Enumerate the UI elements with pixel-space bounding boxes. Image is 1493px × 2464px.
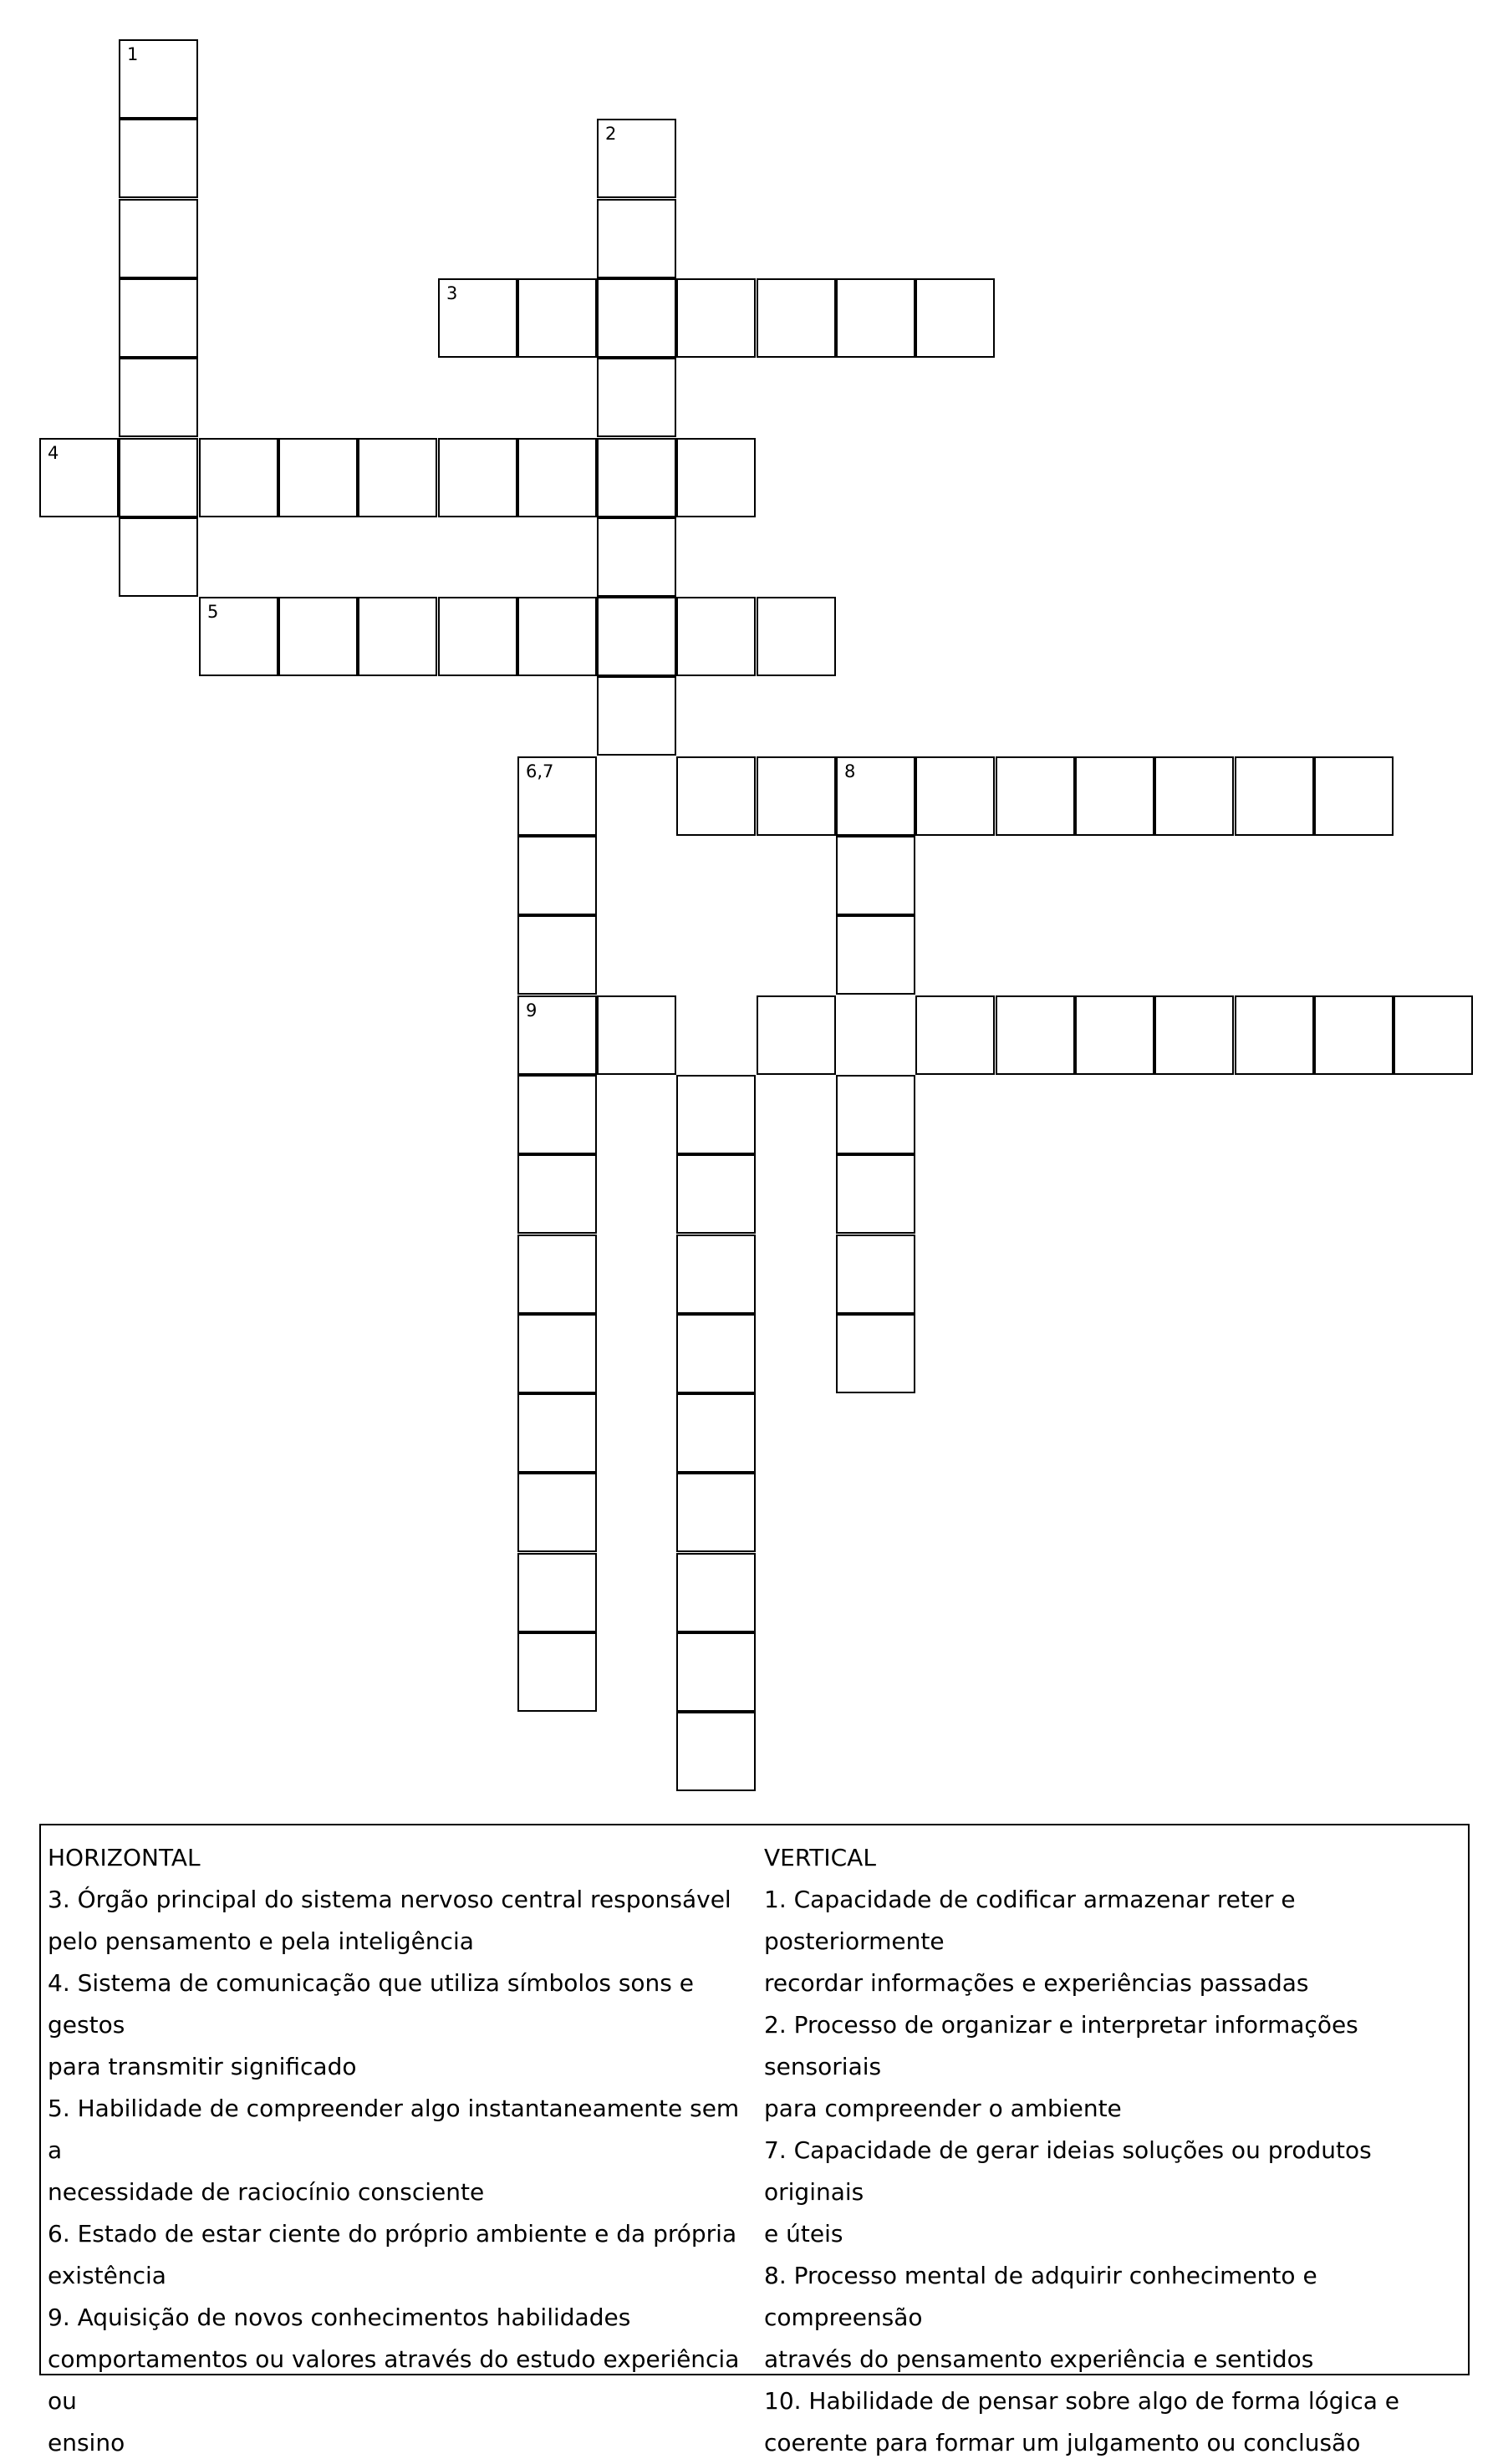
crossword-cell[interactable]: [915, 995, 995, 1075]
crossword-cell[interactable]: [517, 1553, 597, 1632]
horizontal-clue-line: existência: [48, 2262, 166, 2289]
crossword-cell[interactable]: [597, 597, 676, 676]
crossword-cell[interactable]: [1235, 756, 1314, 836]
crossword-cell[interactable]: [676, 597, 756, 676]
crossword-cell[interactable]: [119, 517, 198, 597]
crossword-cell[interactable]: [517, 1632, 597, 1712]
crossword-cell[interactable]: [517, 278, 597, 358]
crossword-cell[interactable]: [676, 1473, 756, 1552]
vertical-clue-line: para compreender o ambiente: [764, 2095, 1122, 2122]
vertical-clue-line: 8. Processo mental de adquirir conhecimento e compreensão: [764, 2262, 1317, 2331]
vertical-clues: [764, 1837, 1466, 2464]
crossword-cell[interactable]: [199, 438, 278, 517]
horizontal-clue-line: ensino: [48, 2429, 125, 2456]
horizontal-clue-line: 4. Sistema de comunicação que utiliza símbolos sons e gestos: [48, 1969, 694, 2039]
clue-number: 9: [526, 1000, 538, 1021]
crossword-cell[interactable]: [836, 915, 915, 995]
crossword-cell[interactable]: [676, 1235, 756, 1314]
crossword-cell[interactable]: [438, 597, 517, 676]
crossword-cell[interactable]: [517, 597, 597, 676]
crossword-cell[interactable]: [676, 1075, 756, 1154]
crossword-cell[interactable]: [597, 995, 676, 1075]
crossword-cell[interactable]: [836, 1154, 915, 1234]
crossword-cell[interactable]: [39, 438, 119, 517]
crossword-cell[interactable]: [597, 199, 676, 278]
crossword-cell[interactable]: [1394, 995, 1473, 1075]
vertical-clue-line: 2. Processo de organizar e interpretar informações sensoriais: [764, 2011, 1358, 2080]
crossword-cell[interactable]: [757, 597, 836, 676]
clue-number: 4: [48, 443, 59, 463]
crossword-cell[interactable]: [676, 1154, 756, 1234]
crossword-cell[interactable]: [119, 438, 198, 517]
horizontal-clue-line: 9. Aquisição de novos conhecimentos habilidades: [48, 2304, 631, 2331]
crossword-cell[interactable]: [676, 1553, 756, 1632]
crossword-cell[interactable]: [676, 1393, 756, 1473]
clue-number: 6,7: [526, 761, 554, 781]
crossword-cell[interactable]: [597, 676, 676, 756]
crossword-cell[interactable]: [597, 278, 676, 358]
crossword-cell[interactable]: [438, 438, 517, 517]
vertical-clue-line: 7. Capacidade de gerar ideias soluções ou produtos originais: [764, 2136, 1372, 2206]
crossword-cell[interactable]: [836, 1235, 915, 1314]
crossword-cell[interactable]: [517, 1473, 597, 1552]
clue-box: [39, 1824, 1470, 2456]
crossword-cell[interactable]: [915, 278, 995, 358]
vertical-clue-line: e úteis: [764, 2220, 843, 2248]
clue-number: 2: [605, 124, 617, 144]
vertical-clue-line: recordar informações e experiências passadas: [764, 1969, 1309, 1997]
horizontal-clue-line: pelo pensamento e pela inteligência: [48, 1927, 474, 1955]
crossword-cell[interactable]: [836, 836, 915, 915]
clue-number: 1: [127, 44, 139, 64]
crossword-cell[interactable]: [517, 915, 597, 995]
crossword-cell[interactable]: [278, 438, 358, 517]
horizontal-clue-line: 5. Habilidade de compreender algo instantaneamente sem a: [48, 2095, 740, 2164]
vertical-clue-line: 1. Capacidade de codificar armazenar reter e posteriormente: [764, 1886, 1296, 1955]
crossword-cell[interactable]: [517, 1235, 597, 1314]
crossword-cell[interactable]: [676, 278, 756, 358]
crossword-cell[interactable]: [1235, 995, 1314, 1075]
crossword-cell[interactable]: [438, 278, 517, 358]
crossword-cell[interactable]: [1075, 995, 1154, 1075]
horizontal-clue-line: para transmitir significado: [48, 2053, 357, 2080]
crossword-cell[interactable]: [517, 1154, 597, 1234]
crossword-cell[interactable]: [597, 119, 676, 198]
crossword-cell[interactable]: [278, 597, 358, 676]
crossword-cell[interactable]: [119, 358, 198, 437]
crossword-cell[interactable]: [996, 995, 1075, 1075]
crossword-cell[interactable]: [836, 278, 915, 358]
horizontal-title: HORIZONTAL: [48, 1844, 201, 1871]
crossword-cell[interactable]: [757, 756, 836, 836]
crossword-cell[interactable]: [676, 1712, 756, 1791]
crossword-cell[interactable]: [517, 836, 597, 915]
crossword-cell[interactable]: [836, 756, 915, 836]
horizontal-clues: [48, 1837, 757, 2464]
crossword-cell[interactable]: [1154, 756, 1234, 836]
crossword-cell[interactable]: [1314, 756, 1394, 836]
crossword-cell[interactable]: [1075, 756, 1154, 836]
vertical-clue-line: através do pensamento experiência e sentidos: [764, 2345, 1314, 2373]
crossword-cell[interactable]: [597, 358, 676, 437]
crossword-cell[interactable]: [676, 1632, 756, 1712]
crossword-cell[interactable]: [757, 278, 836, 358]
vertical-title: VERTICAL: [764, 1844, 876, 1871]
crossword-cell[interactable]: [358, 597, 437, 676]
crossword-cell[interactable]: [836, 1075, 915, 1154]
crossword-cell[interactable]: [517, 756, 597, 836]
crossword-cell[interactable]: [1154, 995, 1234, 1075]
clue-number: 8: [844, 761, 856, 781]
crossword-cell[interactable]: [1314, 995, 1394, 1075]
crossword-cell[interactable]: [119, 278, 198, 358]
horizontal-clue-line: 3. Órgão principal do sistema nervoso central responsável: [48, 1886, 731, 1913]
crossword-cell[interactable]: [757, 995, 836, 1075]
crossword-cell[interactable]: [119, 39, 198, 119]
crossword-cell[interactable]: [517, 1075, 597, 1154]
crossword-cell[interactable]: [517, 438, 597, 517]
crossword-cell[interactable]: [199, 597, 278, 676]
crossword-cell[interactable]: [597, 517, 676, 597]
crossword-cell[interactable]: [996, 756, 1075, 836]
crossword-cell[interactable]: [915, 756, 995, 836]
vertical-clue-line: coerente para formar um julgamento ou conclusão: [764, 2429, 1361, 2456]
horizontal-clue-line: necessidade de raciocínio consciente: [48, 2178, 485, 2206]
crossword-cell[interactable]: [119, 119, 198, 198]
clue-number: 3: [446, 283, 458, 303]
crossword-cell[interactable]: [676, 438, 756, 517]
crossword-cell[interactable]: [676, 756, 756, 836]
horizontal-clue-line: comportamentos ou valores através do estudo experiência ou: [48, 2345, 740, 2415]
crossword-cell[interactable]: [517, 995, 597, 1075]
crossword-cell[interactable]: [119, 199, 198, 278]
crossword-cell[interactable]: [358, 438, 437, 517]
vertical-clue-line: 10. Habilidade de pensar sobre algo de forma lógica e: [764, 2387, 1400, 2415]
horizontal-clue-line: 6. Estado de estar ciente do próprio ambiente e da própria: [48, 2220, 737, 2248]
crossword-cell[interactable]: [517, 1393, 597, 1473]
crossword-cell[interactable]: [836, 1314, 915, 1393]
crossword-cell[interactable]: [676, 1314, 756, 1393]
clue-number: 5: [207, 602, 219, 622]
crossword-cell[interactable]: [597, 438, 676, 517]
crossword-cell[interactable]: [517, 1314, 597, 1393]
